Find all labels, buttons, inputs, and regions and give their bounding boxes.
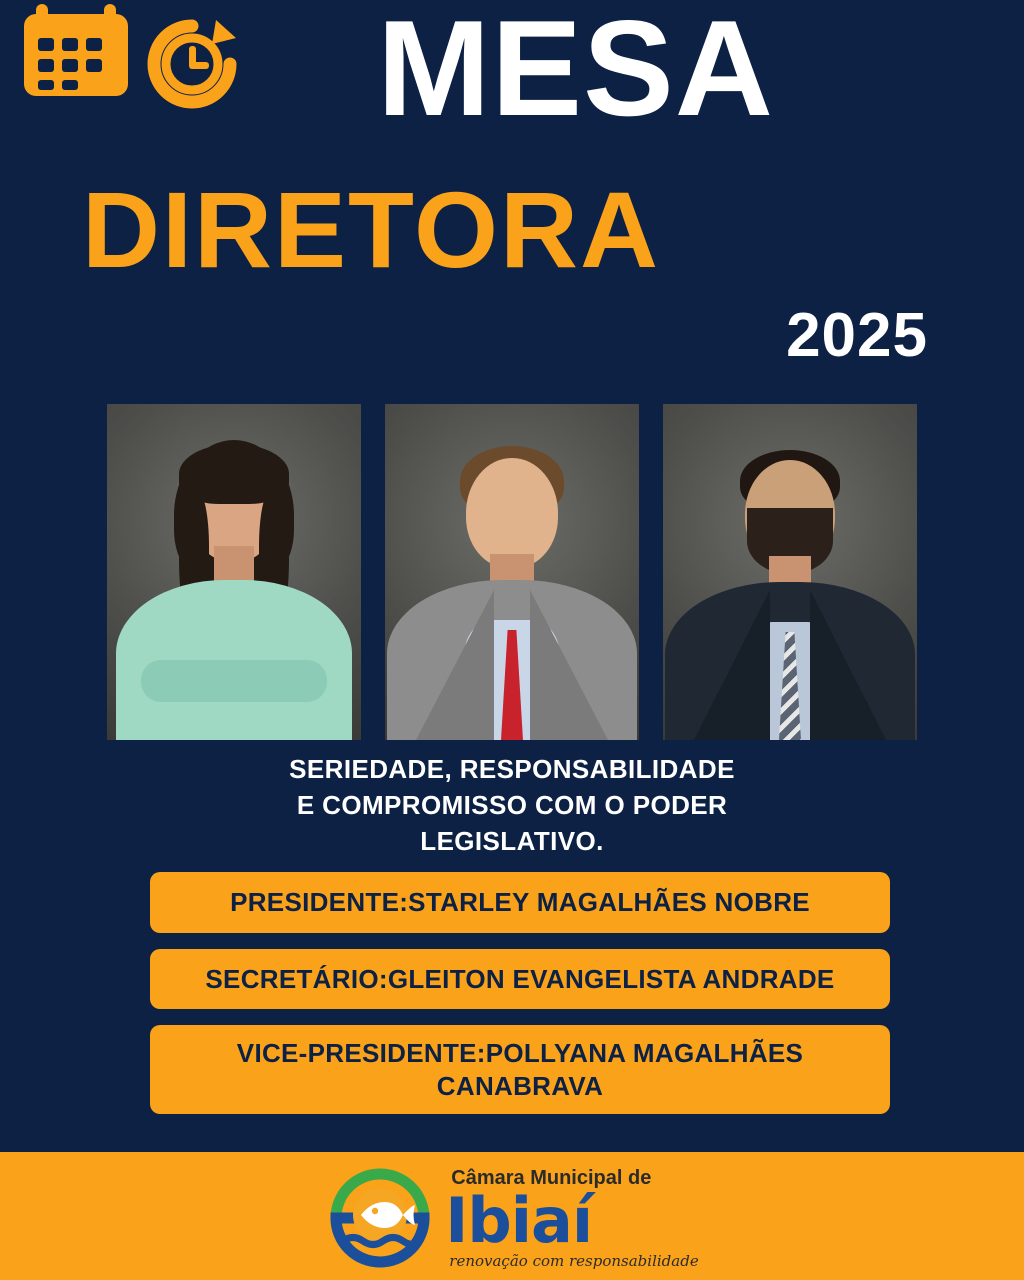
- title-line-2: DIRETORA: [82, 169, 661, 290]
- slogan-line-3: LEGISLATIVO.: [420, 825, 604, 856]
- logo-tagline: renovação com responsabilidade: [449, 1251, 699, 1270]
- slogan-line-1: SERIEDADE, RESPONSABILIDADE: [289, 754, 735, 784]
- member-photo-2: [385, 404, 639, 740]
- slogan-line-2: E COMPROMISSO COM O PODER: [296, 789, 728, 820]
- logo-city-name: Ibiaí: [445, 1183, 593, 1257]
- city-council-logo: [325, 1163, 698, 1273]
- clock-arrow-icon: [132, 10, 252, 118]
- header-icon-cluster: [10, 4, 260, 114]
- calendar-icon: [20, 4, 132, 100]
- member-photo-row: [0, 404, 1024, 740]
- title-year: 2025: [786, 301, 928, 370]
- footer-bar: [0, 1152, 1024, 1280]
- logo-supertitle: Câmara Municipal de: [451, 1166, 652, 1189]
- role-vice-president: VICE-PRESIDENTE:POLLYANA MAGALHÃES CANABRAVA: [150, 1025, 890, 1114]
- member-photo-1: [107, 404, 361, 740]
- member-photo-3: [663, 404, 917, 740]
- role-secretary: SECRETÁRIO:GLEITON EVANGELISTA ANDRADE: [150, 949, 890, 1010]
- slogan: [0, 752, 1024, 860]
- fish-sun-waves-icon: [325, 1163, 435, 1273]
- title-line-1: MESA: [377, 0, 774, 144]
- role-list: [150, 872, 890, 1130]
- poster-header: [0, 0, 1024, 390]
- role-president: PRESIDENTE:STARLEY MAGALHÃES NOBRE: [150, 872, 890, 933]
